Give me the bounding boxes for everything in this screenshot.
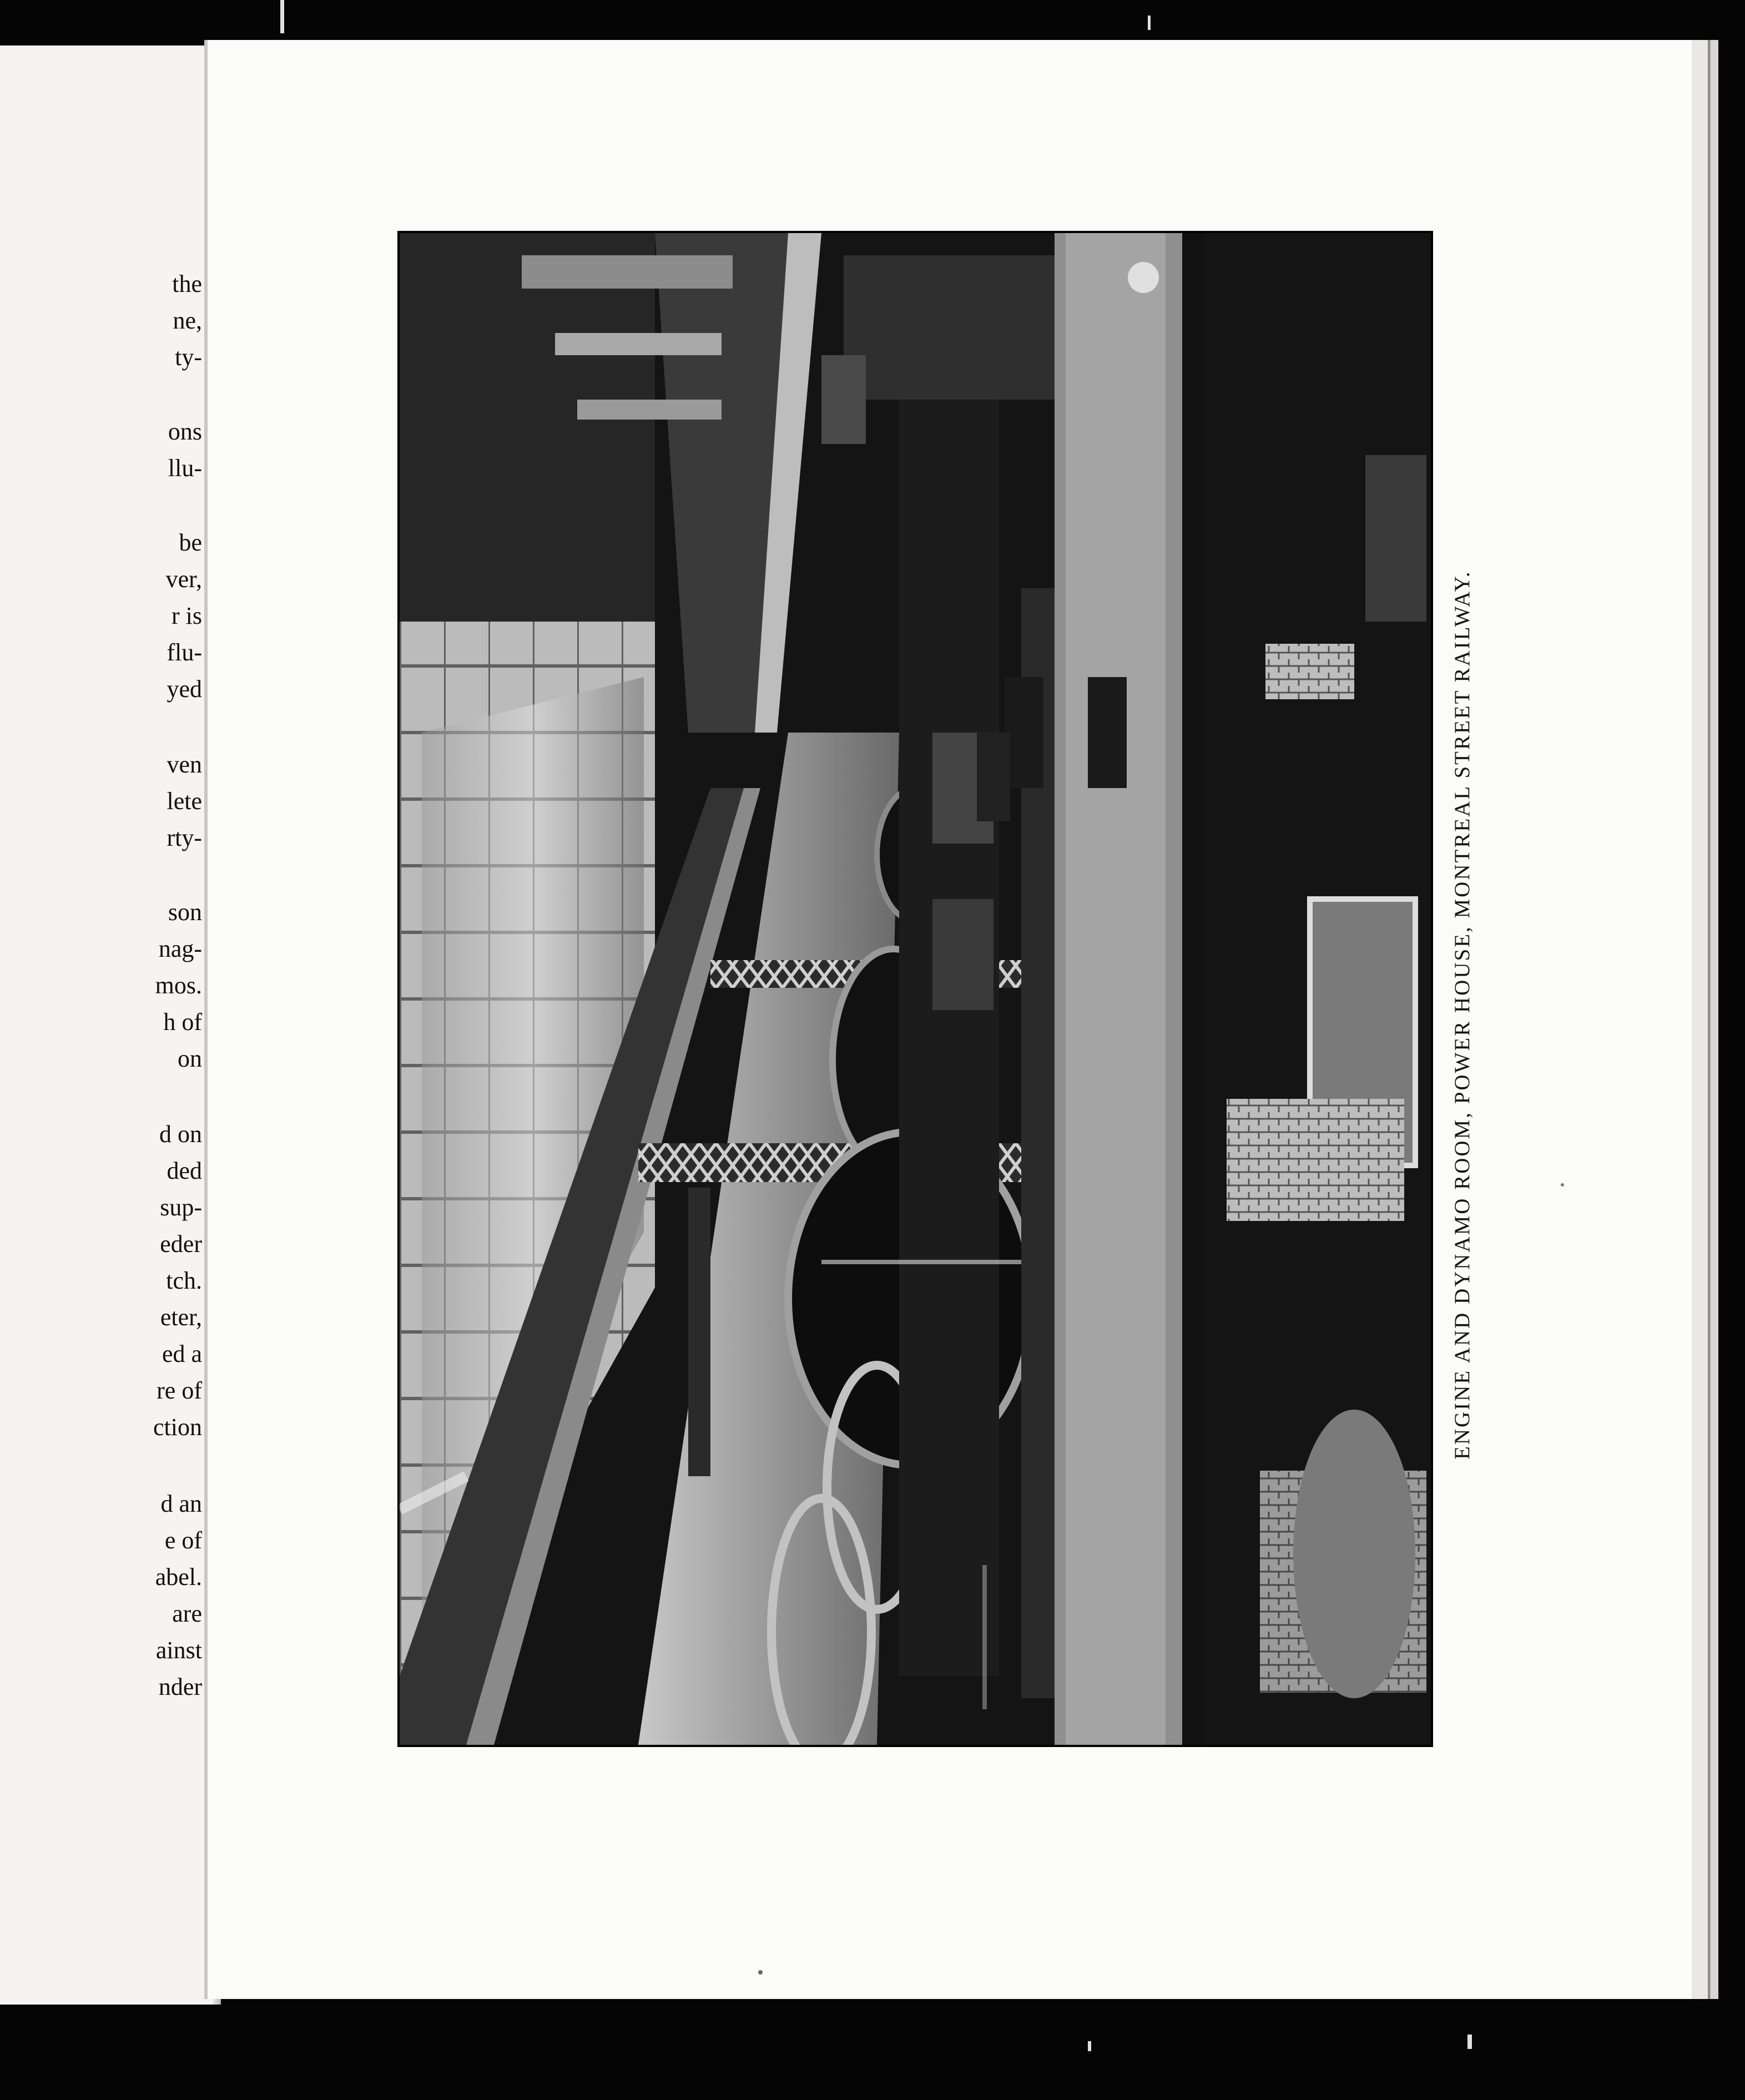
text-line-fragment: r is bbox=[172, 602, 202, 629]
page-edge bbox=[1692, 40, 1718, 1999]
text-line-fragment: ver, bbox=[165, 566, 202, 593]
text-line-fragment: abel. bbox=[155, 1563, 202, 1591]
scan-speck bbox=[1088, 2041, 1091, 2051]
text-line-fragment: nder bbox=[158, 1673, 202, 1700]
plate-caption: ENGINE AND DYNAMO ROOM, POWER HOUSE, MONTREAL STREET RAILWAY. bbox=[1450, 570, 1474, 1460]
text-line-fragment: rty- bbox=[167, 824, 202, 851]
scan-speck bbox=[1467, 2035, 1472, 2049]
text-line-fragment: mos. bbox=[155, 972, 202, 999]
previous-page bbox=[0, 46, 221, 2005]
text-line-fragment: son bbox=[168, 898, 202, 926]
text-line-fragment: ction bbox=[153, 1414, 202, 1441]
text-line-fragment: flu- bbox=[167, 639, 202, 666]
scan-speck bbox=[1148, 16, 1151, 30]
text-line-fragment: lete bbox=[167, 787, 202, 815]
text-line-fragment: e of bbox=[164, 1527, 202, 1554]
text-line-fragment: are bbox=[172, 1600, 202, 1627]
text-line-fragment: ded bbox=[167, 1157, 202, 1184]
text-line-fragment: ed a bbox=[162, 1340, 202, 1367]
scan-speck bbox=[280, 0, 284, 33]
text-line-fragment: ons bbox=[168, 418, 202, 445]
text-line-fragment: on bbox=[178, 1045, 202, 1072]
text-line-fragment: llu- bbox=[168, 455, 202, 482]
text-line-fragment: nag- bbox=[158, 935, 202, 962]
photo-illustration bbox=[400, 233, 1431, 1745]
text-line-fragment: d an bbox=[160, 1490, 202, 1517]
text-line-fragment: d on bbox=[159, 1120, 202, 1148]
text-line-fragment: eder bbox=[160, 1230, 202, 1258]
text-line-fragment: the bbox=[172, 270, 202, 297]
text-line-fragment: ven bbox=[167, 751, 202, 778]
text-line-fragment: sup- bbox=[160, 1194, 202, 1221]
text-line-fragment: h of bbox=[163, 1008, 202, 1036]
text-line-fragment: ainst bbox=[155, 1637, 202, 1664]
photograph-engine-room bbox=[397, 231, 1433, 1747]
page-speck bbox=[758, 1970, 763, 1975]
page-speck bbox=[1561, 1183, 1564, 1187]
text-line-fragment: ne, bbox=[173, 307, 202, 334]
text-line-fragment: be bbox=[179, 529, 202, 556]
text-line-fragment: ty- bbox=[175, 344, 202, 371]
text-line-fragment: yed bbox=[167, 675, 202, 703]
text-line-fragment: re of bbox=[157, 1377, 202, 1404]
text-line-fragment: tch. bbox=[166, 1267, 202, 1294]
text-line-fragment: eter, bbox=[160, 1304, 202, 1331]
